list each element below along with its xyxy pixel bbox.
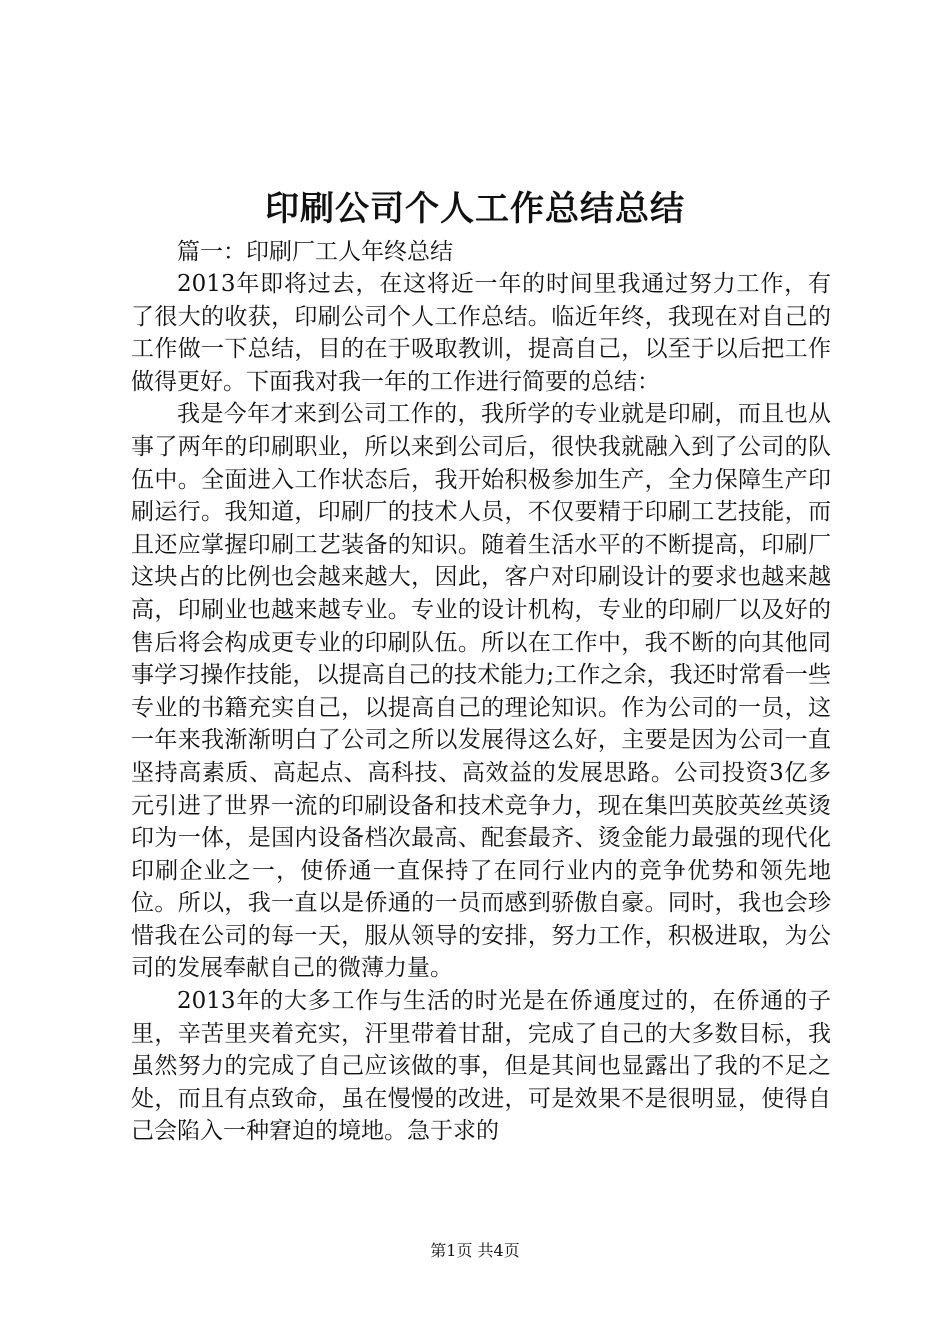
paragraph-intro: 2013年即将过去，在这将近一年的时间里我通过努力工作，有了很大的收获，印刷公司个人工作总结。临近年终，我现在对自己的工作做一下总结，目的在于吸取教训，提高自己，以至于以后把工作做得更好。下面我对我一年的工作进行简要的总结：	[131, 271, 831, 395]
page-number-footer: 第1页 共4页	[430, 1241, 520, 1260]
section-subheading: 篇一：印刷厂工人年终总结	[177, 239, 453, 265]
paragraph-main: 我是今年才来到公司工作的，我所学的专业就是印刷，而且也从事了两年的印刷职业，所以来到公司后，很快我就融入到了公司的队伍中。全面进入工作状态后，我开始积极参加生产，全力保障生产印刷运行。我知道，印刷厂的技术人员，不仅要精于印刷工艺技能，而且还应掌握印刷工艺装备的知识。随着生活水平的不断提高，印刷厂这块占的比例也会越来越大，因此，客户对印刷设计的要求也越来越高，印刷业也越来越专业。专业的设计机构，专业的印刷厂以及好的售后将会构成更专业的印刷队伍。所以在工作中，我不断的向其他同事学习操作技能，以提高自己的技术能力;工作之余，我还时常看一些专业的书籍充实自己，以提高自己的理论知识。作为公司的一员，这一年来我渐渐明白了公司之所以发展得这么好，主要是因为公司一直坚持高素质、高起点、高科技、高效益的发展思路。公司投资3亿多元引进了世界一流的印刷设备和技术竞争力，现在集凹英胶英丝英烫印为一体，是国内设备档次最高、配套最齐、烫金能力最强的现代化印刷企业之一，使侨通一直保持了在同行业内的竞争优势和领先地位。所以，我一直以是侨通的一员而感到骄傲自豪。同时，我也会珍惜我在公司的每一天，服从领导的安排，努力工作，积极进取，为公司的发展奉献自己的微薄力量。	[131, 401, 831, 982]
document-title: 印刷公司个人工作总结总结	[265, 189, 685, 229]
paragraph-reflection: 2013年的大多工作与生活的时光是在侨通度过的，在侨通的子里，辛苦里夹着充实，汗里带着甘甜，完成了自己的大多数目标，我虽然努力的完成了自己应该做的事，但是其间也显露出了我的不足之处，而且有点致命，虽在慢慢的改进，可是效果不是很明显，使得自己会陷入一种窘迫的境地。急于求的	[131, 988, 831, 1145]
document-body	[131, 236, 831, 1148]
